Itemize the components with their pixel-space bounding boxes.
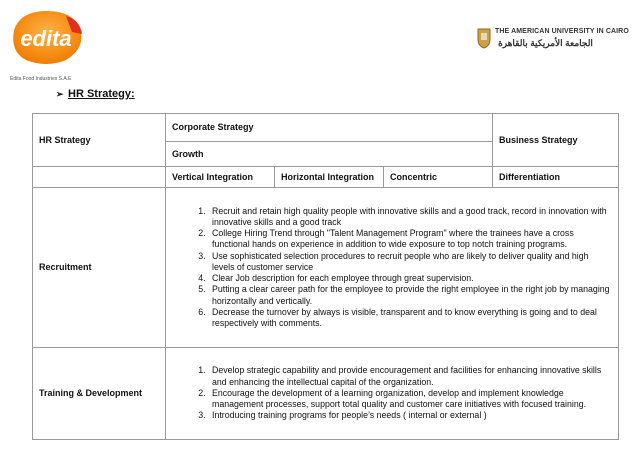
list-item: 2. College Hiring Trend through "Talent Management Program" where the trainees have a cross functional hands on experience in addition to wide exposure to top notch training programs. <box>208 228 612 250</box>
auc-seal-icon <box>476 27 492 49</box>
list-item: 6. Decrease the turnover by always is visible, transparent and to know everything is going and to deal respectively with comments. <box>208 307 612 329</box>
university-name-en: THE AMERICAN UNIVERSITY IN CAIRO <box>495 28 629 35</box>
header-cell-growth: Growth <box>166 142 493 167</box>
training-items-cell <box>166 348 619 440</box>
edita-logo <box>10 8 86 68</box>
header-cell-business-strategy: Business Strategy <box>493 114 619 167</box>
list-item: 1. Recruit and retain high quality people with innovative skills and a good track, record in innovation with innovative skills and a good track <box>208 206 612 228</box>
list-item: 1. Develop strategic capability and provide encouragement and facilities for enhancing innovative skills and enhancing the intellectual capital of the organization. <box>208 365 612 387</box>
section-title <box>56 88 135 100</box>
list-item: 4. Clear Job description for each employee through great supervision. <box>208 273 612 284</box>
empty-cell <box>33 167 166 188</box>
auc-logo <box>476 26 634 56</box>
document-header <box>0 0 638 88</box>
recruitment-items-cell <box>166 188 619 348</box>
header-cell-hr-strategy: HR Strategy <box>33 114 166 167</box>
hr-strategy-table <box>32 113 619 440</box>
row-label-recruitment: Recruitment <box>33 188 166 348</box>
header-cell-corporate-strategy: Corporate Strategy <box>166 114 493 142</box>
list-item: 3. Introducing training programs for people’s needs ( internal or external ) <box>208 410 612 421</box>
subcolumn-concentric: Concentric <box>384 167 493 188</box>
recruitment-list <box>172 206 612 329</box>
arrow-bullet-icon: ➢ <box>56 89 64 99</box>
list-item: 2. Encourage the development of a learning organization, develop and implement knowledge management processes, support total quality and customer care initiatives with focused training. <box>208 388 612 410</box>
subcolumn-horizontal-integration: Horizontal Integration <box>275 167 384 188</box>
list-item: 3. Use sophisticated selection procedures to recruit people who are likely to deliver quality and high levels of customer service <box>208 251 612 273</box>
company-caption: Edita Food Industries S.A.E <box>10 76 72 82</box>
subcolumn-vertical-integration: Vertical Integration <box>166 167 275 188</box>
university-name-ar: الجامعة الأمريكية بالقاهرة <box>498 38 593 48</box>
table-row <box>33 348 619 440</box>
section-title-text: HR Strategy: <box>68 88 135 100</box>
subcolumn-differentiation: Differentiation <box>493 167 619 188</box>
list-item: 5. Putting a clear career path for the employee to provide the right employee in the right job by managing horizontally and vertically. <box>208 284 612 306</box>
logo-text: edita <box>20 26 72 51</box>
training-list <box>172 365 612 421</box>
row-label-training-development: Training & Development <box>33 348 166 440</box>
table-row <box>33 188 619 348</box>
